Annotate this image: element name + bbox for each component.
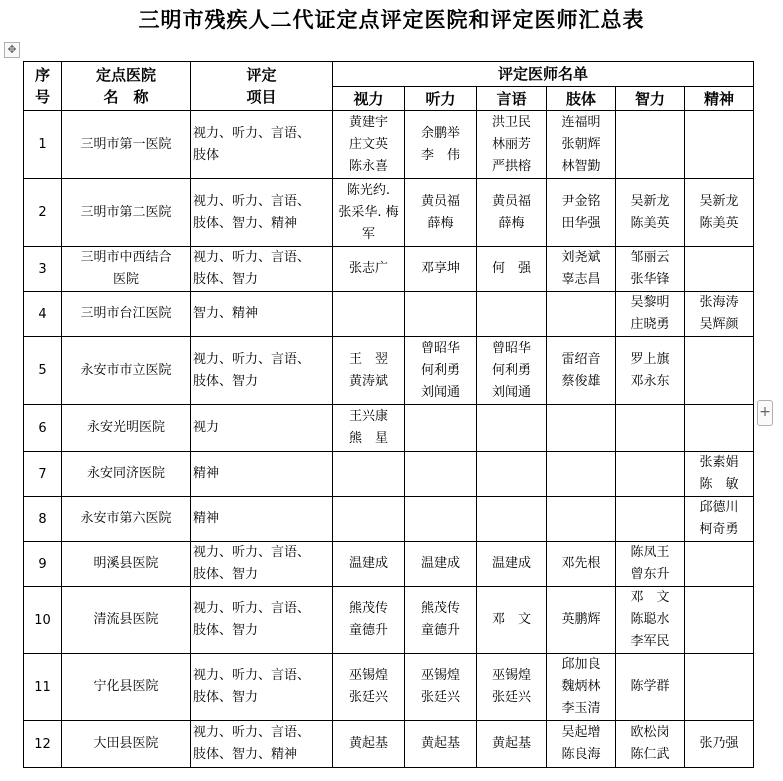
row-doctors-mental: 邱德川 柯奇勇 [685,497,754,542]
row-doctors-mental [685,654,754,721]
row-hospital: 永安市第六医院 [62,497,191,542]
row-doctors-mental [685,405,754,452]
row-seq: 2 [24,179,62,247]
row-doctors-hearing: 巫锡煌 张廷兴 [405,654,477,721]
table-row [24,452,754,497]
row-items: 视力、听力、言语、 肢体、智力、精神 [191,179,333,247]
row-doctors-limb: 邓先根 [547,542,616,587]
row-doctors-limb: 刘尧斌 辜志昌 [547,247,616,292]
row-doctors-hearing [405,292,477,337]
row-doctors-speech [477,405,547,452]
row-hospital: 三明市第二医院 [62,179,191,247]
row-doctors-speech: 黄起基 [477,721,547,768]
row-seq: 5 [24,337,62,405]
row-doctors-hearing [405,405,477,452]
table-move-handle-icon[interactable]: ✥ [4,42,20,58]
row-doctors-vision: 陈光约. 张采华. 梅 军 [333,179,405,247]
row-doctors-limb: 吴起增 陈良海 [547,721,616,768]
table-row [24,292,754,337]
row-doctors-speech [477,292,547,337]
row-hospital: 宁化县医院 [62,654,191,721]
row-seq: 12 [24,721,62,768]
header-doctors: 评定医师名单 [333,62,754,87]
row-hospital: 永安市市立医院 [62,337,191,405]
row-hospital: 永安同济医院 [62,452,191,497]
row-doctors-mental: 吴新龙 陈美英 [685,179,754,247]
header-intellect: 智力 [616,87,685,111]
row-doctors-limb: 邱加良 魏炳林 李玉清 [547,654,616,721]
add-column-icon[interactable]: + [757,400,773,426]
row-doctors-intellect: 欧松岗 陈仁武 [616,721,685,768]
row-doctors-hearing: 黄起基 [405,721,477,768]
row-doctors-hearing: 曾昭华 何利勇 刘闻通 [405,337,477,405]
row-doctors-limb: 雷绍音 蔡俊雄 [547,337,616,405]
row-doctors-mental: 张海涛 吴辉颜 [685,292,754,337]
header-seq: 序 号 [24,62,62,111]
table-row [24,542,754,587]
row-doctors-vision: 张志广 [333,247,405,292]
row-doctors-limb [547,452,616,497]
row-doctors-mental [685,587,754,654]
row-doctors-intellect: 罗上旗 邓永东 [616,337,685,405]
row-hospital: 三明市中西结合 医院 [62,247,191,292]
row-items: 智力、精神 [191,292,333,337]
row-hospital: 大田县医院 [62,721,191,768]
row-seq: 10 [24,587,62,654]
row-doctors-vision: 黄起基 [333,721,405,768]
row-doctors-hearing: 熊茂传 童德升 [405,587,477,654]
page-title: 三明市残疾人二代证定点评定医院和评定医师汇总表 [138,8,645,32]
header-vision: 视力 [333,87,405,111]
row-items: 视力 [191,405,333,452]
header-hearing: 听力 [405,87,477,111]
row-doctors-intellect: 吴新龙 陈美英 [616,179,685,247]
row-doctors-speech: 何 强 [477,247,547,292]
row-hospital: 永安光明医院 [62,405,191,452]
row-doctors-hearing [405,497,477,542]
row-doctors-speech: 曾昭华 何利勇 刘闻通 [477,337,547,405]
row-seq: 11 [24,654,62,721]
table-row [24,179,754,247]
row-doctors-intellect [616,405,685,452]
row-doctors-speech: 洪卫民 林丽芳 严拱榕 [477,111,547,179]
row-items: 精神 [191,452,333,497]
row-doctors-vision [333,452,405,497]
row-doctors-vision: 黄建宇 庄文英 陈永喜 [333,111,405,179]
row-doctors-hearing: 余鹏举 李 伟 [405,111,477,179]
row-hospital: 清流县医院 [62,587,191,654]
row-doctors-intellect: 吴黎明 庄晓勇 [616,292,685,337]
row-doctors-hearing: 温建成 [405,542,477,587]
row-items: 视力、听力、言语、 肢体 [191,111,333,179]
header-mental: 精神 [685,87,754,111]
row-doctors-limb: 连福明 张朝辉 林智勤 [547,111,616,179]
row-seq: 4 [24,292,62,337]
row-seq: 7 [24,452,62,497]
row-doctors-hearing: 黄员福 薛梅 [405,179,477,247]
row-doctors-speech: 黄员福 薛梅 [477,179,547,247]
row-doctors-intellect: 邓 文 陈聪水 李军民 [616,587,685,654]
row-doctors-vision: 王 翌 黄涛斌 [333,337,405,405]
row-doctors-vision: 巫锡煌 张廷兴 [333,654,405,721]
header-hospital: 定点医院 名 称 [62,62,191,111]
row-doctors-limb: 英鹏辉 [547,587,616,654]
row-doctors-vision [333,497,405,542]
table-row [24,654,754,721]
row-seq: 9 [24,542,62,587]
row-doctors-vision: 王兴康 熊 星 [333,405,405,452]
row-doctors-hearing [405,452,477,497]
row-items: 视力、听力、言语、 肢体、智力、精神 [191,721,333,768]
row-items: 视力、听力、言语、 肢体、智力 [191,587,333,654]
table-row [24,247,754,292]
row-doctors-intellect [616,452,685,497]
summary-table [23,61,754,768]
row-doctors-limb [547,292,616,337]
row-seq: 8 [24,497,62,542]
row-items: 视力、听力、言语、 肢体、智力 [191,654,333,721]
row-doctors-mental [685,337,754,405]
row-doctors-speech: 温建成 [477,542,547,587]
table-row [24,111,754,179]
row-doctors-vision: 温建成 [333,542,405,587]
table-row [24,405,754,452]
row-doctors-limb [547,405,616,452]
row-items: 视力、听力、言语、 肢体、智力 [191,542,333,587]
row-doctors-mental: 张乃强 [685,721,754,768]
row-doctors-vision: 熊茂传 童德升 [333,587,405,654]
row-seq: 3 [24,247,62,292]
header-limb: 肢体 [547,87,616,111]
row-items: 视力、听力、言语、 肢体、智力 [191,247,333,292]
row-doctors-limb: 尹金铭 田华强 [547,179,616,247]
row-doctors-mental [685,247,754,292]
header-items: 评定 项目 [191,62,333,111]
row-hospital: 明溪县医院 [62,542,191,587]
row-doctors-mental [685,111,754,179]
row-doctors-mental: 张素娟 陈 敏 [685,452,754,497]
row-doctors-vision [333,292,405,337]
header-speech: 言语 [477,87,547,111]
row-doctors-intellect: 陈凤王 曾东升 [616,542,685,587]
row-doctors-speech [477,452,547,497]
row-doctors-mental [685,542,754,587]
row-items: 精神 [191,497,333,542]
row-doctors-intellect: 邹丽云 张华锋 [616,247,685,292]
row-seq: 6 [24,405,62,452]
row-seq: 1 [24,111,62,179]
row-doctors-speech: 邓 文 [477,587,547,654]
row-doctors-speech: 巫锡煌 张廷兴 [477,654,547,721]
row-doctors-intellect [616,497,685,542]
row-hospital: 三明市第一医院 [62,111,191,179]
row-doctors-intellect: 陈学群 [616,654,685,721]
row-hospital: 三明市台江医院 [62,292,191,337]
table-row [24,587,754,654]
table-row [24,337,754,405]
row-items: 视力、听力、言语、 肢体、智力 [191,337,333,405]
table-row [24,497,754,542]
row-doctors-intellect [616,111,685,179]
table-row [24,721,754,768]
row-doctors-speech [477,497,547,542]
row-doctors-hearing: 邓享坤 [405,247,477,292]
row-doctors-limb [547,497,616,542]
